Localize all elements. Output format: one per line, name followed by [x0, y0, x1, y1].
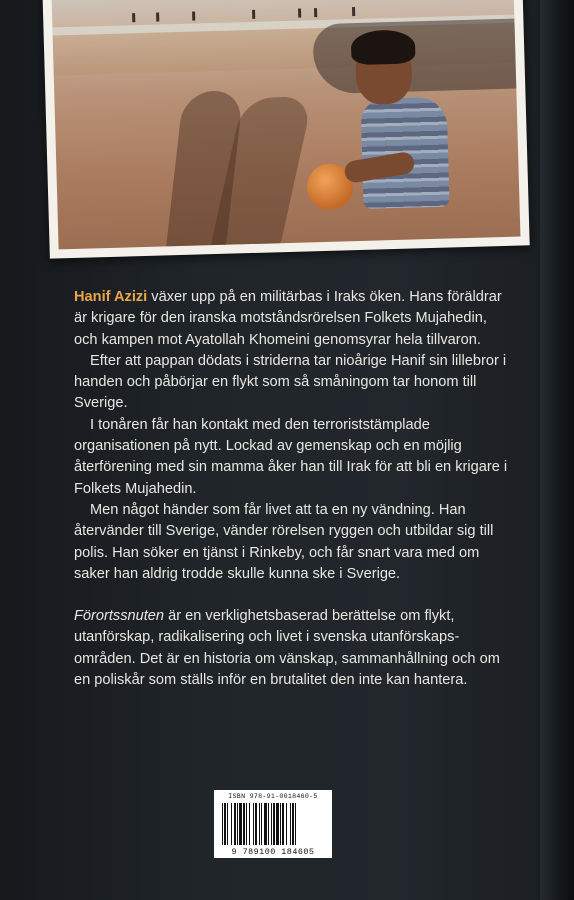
barcode-bar [253, 803, 254, 845]
barcode-bar [276, 803, 279, 845]
barcode-bars-graphic [222, 803, 326, 845]
barcode-bar [246, 803, 247, 845]
photo-distant-figure [314, 8, 317, 17]
photo-distant-figure [352, 7, 355, 16]
blurb-paragraph-5 [74, 606, 514, 691]
barcode-bar [273, 803, 275, 845]
barcode-bar [243, 803, 245, 845]
barcode-bar [271, 803, 272, 845]
barcode-bar [280, 803, 281, 845]
barcode-digits: 9 789100 184605 [231, 847, 315, 857]
barcode-bar [259, 803, 260, 845]
blurb-paragraph-4: Men något händer som får livet att ta en ny vändning. Han återvänder till Sverige, vänder rörelsen ryggen och utbildar sig till polis. Han söker en tjänst i Rinkeby, och får snart vara med om saker han aldrig trodde skulle kunna ske i Sverige. [74, 501, 494, 582]
barcode-bar [231, 803, 232, 845]
photo-distant-figure [252, 10, 255, 19]
barcode-bar [290, 803, 291, 845]
barcode-bar [295, 803, 296, 845]
barcode-bar [255, 803, 257, 845]
barcode-bar [261, 803, 262, 845]
barcode-bar [286, 803, 287, 845]
blurb-paragraph-1 [74, 287, 514, 351]
photo-boy-hair [351, 29, 416, 65]
barcode-bars [222, 803, 326, 845]
blurb-paragraph-2: Efter att pappan dödats i striderna tar nioårige Hanif sin lillebror i handen och påbörjar en flykt som så småningom tar honom till Sverige. [74, 352, 507, 412]
barcode-bar [239, 803, 242, 845]
barcode-bar [227, 803, 228, 845]
barcode-bar [249, 803, 250, 845]
blurb-paragraph-5-text: är en verklighetsbaserad berättelse om flykt, utanförskap, radikalisering och livet i svenska utanförskaps-områden. Det är en historia om vänskap, sammanhållning och om en poliskår som ställs inför en brutalitet den inte kan hantera. [74, 608, 500, 689]
barcode-bar [292, 803, 294, 845]
isbn-label: ISBN 978-91-0018460-5 [228, 793, 318, 800]
spine-edge [540, 0, 574, 900]
blurb-paragraph-1-text: växer upp på en militärbas i Iraks öken. Hans föräldrar är krigare för den iranska motståndsrörelsen Folkets Mujahedin, och kampen mot Ayatollah Khomeini genomsyrar hela tillvaron. [74, 289, 502, 348]
book-title: Förortssnuten [74, 608, 165, 625]
barcode-bar [282, 803, 284, 845]
photo-distant-figure [298, 9, 301, 18]
photo-distant-figure [192, 11, 195, 20]
barcode-bar [268, 803, 269, 845]
blurb-paragraph-3: I tonåren får han kontakt med den terroriststämplade organisationen på nytt. Lockad av gemenskap och en möjlig återförening med sin mamma åker han till Irak för att bli en krigare i Folkets Mujahedin. [74, 416, 508, 497]
barcode-bar [237, 803, 238, 845]
barcode-bar [234, 803, 236, 845]
barcode-bar [222, 803, 223, 845]
barcode [214, 790, 332, 858]
barcode-bar [224, 803, 226, 845]
photo-shadow-patch [312, 18, 520, 94]
author-name: Hanif Azizi [74, 289, 148, 305]
barcode-bar [264, 803, 267, 845]
photo-distant-figure [156, 13, 159, 22]
cover-photo [52, 0, 521, 249]
back-cover-blurb [74, 287, 514, 691]
cover-photo-frame [42, 0, 529, 259]
photo-distant-figure [132, 13, 135, 22]
